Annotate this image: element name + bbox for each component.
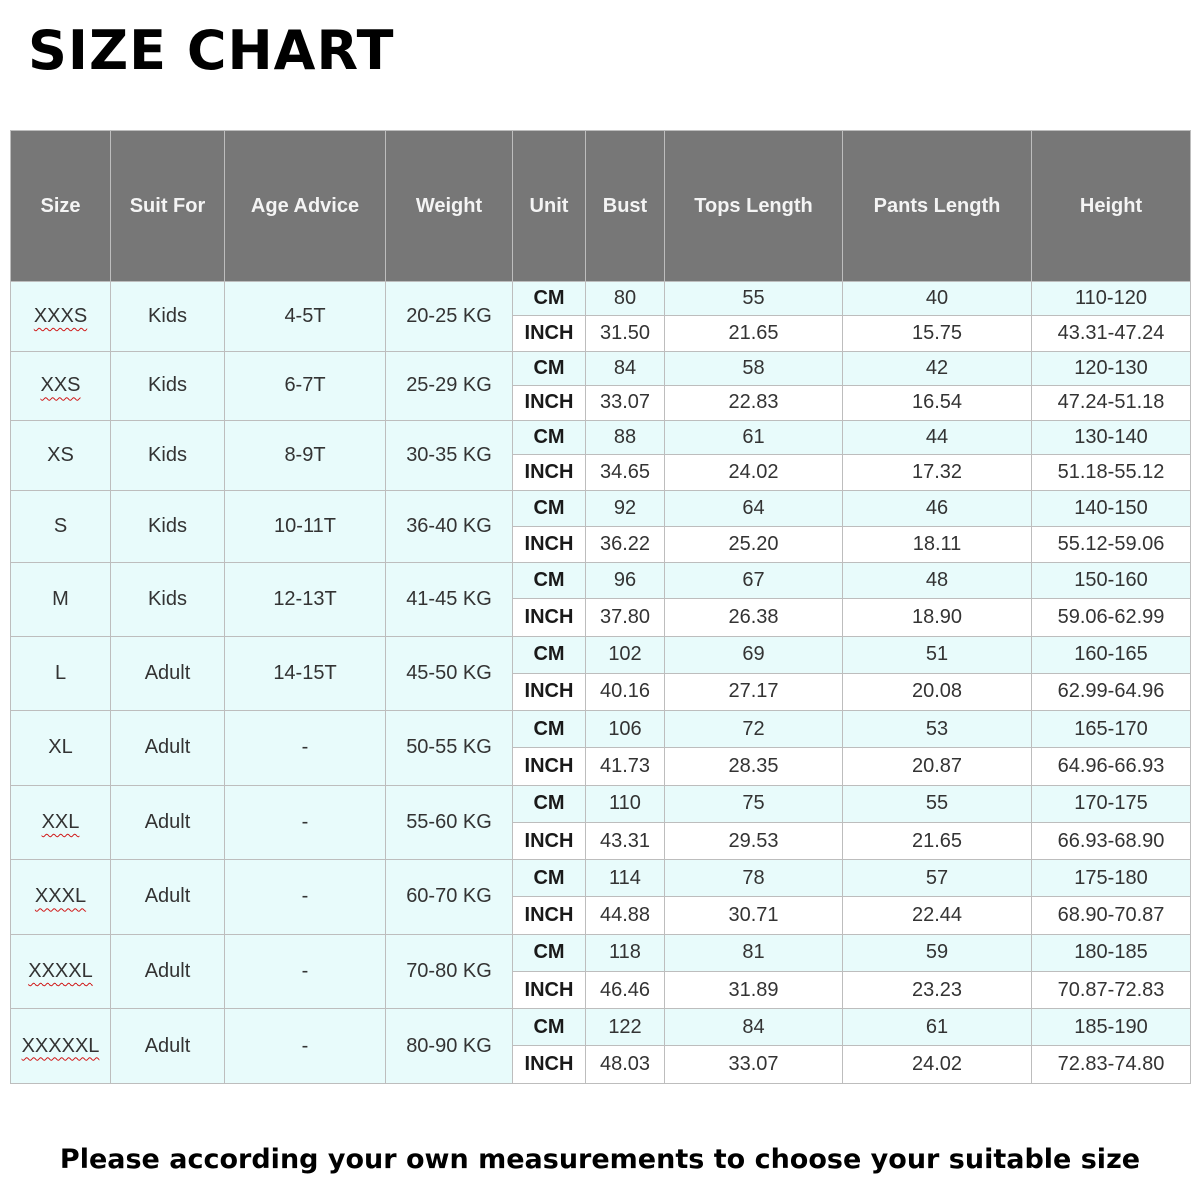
table-row	[11, 785, 1191, 822]
weight-cell-text: 45-50 KG	[406, 661, 492, 684]
tops-length-cell: 33.07	[665, 1046, 843, 1084]
height-cell: 170-175	[1032, 785, 1191, 822]
age-advice-cell-text: 10-11T	[274, 514, 336, 537]
age-advice-cell	[225, 785, 386, 860]
unit-cell: INCH	[513, 673, 586, 710]
bust-cell: 31.50	[586, 316, 665, 351]
unit-cell: INCH	[513, 385, 586, 420]
suit-for-cell	[111, 934, 225, 1009]
unit-cell: INCH	[513, 748, 586, 785]
unit-cell: INCH	[513, 897, 586, 934]
suit-for-cell-text: Kids	[148, 374, 187, 397]
suit-for-cell	[111, 1009, 225, 1084]
height-cell: 185-190	[1032, 1009, 1191, 1046]
weight-cell-text: 50-55 KG	[406, 736, 492, 759]
table-row	[11, 711, 1191, 748]
suit-for-cell	[111, 351, 225, 421]
height-cell: 120-130	[1032, 351, 1191, 385]
suit-for-cell-text: Adult	[144, 1034, 191, 1057]
suit-for-cell	[111, 636, 225, 711]
suit-for-cell-text: Kids	[148, 443, 187, 466]
unit-cell: CM	[513, 636, 586, 673]
unit-cell: CM	[513, 860, 586, 897]
size-cell	[11, 490, 111, 563]
age-advice-cell-text: 8-9T	[284, 443, 326, 466]
pants-length-cell: 20.08	[843, 673, 1032, 710]
tops-length-cell: 75	[665, 785, 843, 822]
suit-for-cell-text: Kids	[148, 514, 187, 537]
suit-for-cell-text: Adult	[144, 661, 191, 684]
bust-cell: 114	[586, 860, 665, 897]
pants-length-cell: 57	[843, 860, 1032, 897]
age-advice-cell-text: -	[301, 959, 309, 982]
age-advice-cell-text: 12-13T	[273, 587, 337, 610]
bust-cell: 36.22	[586, 526, 665, 562]
pants-length-cell: 17.32	[843, 455, 1032, 490]
size-cell	[11, 636, 111, 711]
unit-cell: INCH	[513, 1046, 586, 1084]
weight-cell	[386, 490, 513, 563]
tops-length-cell: 30.71	[665, 897, 843, 934]
weight-cell	[386, 282, 513, 352]
pants-length-cell: 18.11	[843, 526, 1032, 562]
table-row	[11, 490, 1191, 526]
unit-cell: CM	[513, 563, 586, 599]
weight-cell-text: 70-80 KG	[406, 959, 492, 982]
table-row	[11, 1009, 1191, 1046]
bust-cell: 118	[586, 934, 665, 971]
tops-length-cell: 69	[665, 636, 843, 673]
header-height: Height	[1032, 131, 1191, 282]
unit-cell: INCH	[513, 822, 586, 859]
suit-for-cell	[111, 421, 225, 491]
suit-for-cell	[111, 282, 225, 352]
pants-length-cell: 46	[843, 490, 1032, 526]
weight-cell	[386, 421, 513, 491]
size-cell-text: XXXL	[34, 885, 87, 908]
unit-cell: CM	[513, 490, 586, 526]
size-cell	[11, 785, 111, 860]
bust-cell: 106	[586, 711, 665, 748]
age-advice-cell	[225, 860, 386, 935]
tops-length-cell: 64	[665, 490, 843, 526]
tops-length-cell: 67	[665, 563, 843, 599]
size-cell-text: XXXS	[33, 304, 88, 327]
size-cell-text: XS	[47, 443, 74, 466]
bust-cell: 92	[586, 490, 665, 526]
bust-cell: 84	[586, 351, 665, 385]
unit-cell: CM	[513, 282, 586, 316]
suit-for-cell	[111, 490, 225, 563]
pants-length-cell: 20.87	[843, 748, 1032, 785]
footer-note: Please according your own measurements to choose your suitable size	[59, 1144, 1141, 1175]
weight-cell-text: 60-70 KG	[406, 885, 492, 908]
height-cell: 55.12-59.06	[1032, 526, 1191, 562]
height-cell: 70.87-72.83	[1032, 971, 1191, 1008]
pants-length-cell: 40	[843, 282, 1032, 316]
weight-cell	[386, 785, 513, 860]
age-advice-cell	[225, 490, 386, 563]
age-advice-cell-text: 14-15T	[273, 661, 337, 684]
suit-for-cell-text: Adult	[144, 885, 191, 908]
unit-cell: INCH	[513, 316, 586, 351]
height-cell: 140-150	[1032, 490, 1191, 526]
suit-for-cell-text: Adult	[144, 736, 191, 759]
age-advice-cell	[225, 282, 386, 352]
weight-cell	[386, 934, 513, 1009]
tops-length-cell: 31.89	[665, 971, 843, 1008]
pants-length-cell: 24.02	[843, 1046, 1032, 1084]
pants-length-cell: 44	[843, 421, 1032, 455]
page-title: SIZE CHART	[28, 19, 395, 82]
unit-cell: CM	[513, 1009, 586, 1046]
height-cell: 43.31-47.24	[1032, 316, 1191, 351]
size-cell	[11, 1009, 111, 1084]
age-advice-cell-text: -	[301, 810, 309, 833]
size-cell-text: XXL	[41, 810, 80, 833]
tops-length-cell: 58	[665, 351, 843, 385]
bust-cell: 96	[586, 563, 665, 599]
size-cell-text: XXS	[40, 374, 81, 397]
bust-cell: 80	[586, 282, 665, 316]
pants-length-cell: 18.90	[843, 599, 1032, 636]
table-body	[11, 282, 1191, 1084]
header-tops-length: Tops Length	[665, 131, 843, 282]
table-row	[11, 282, 1191, 316]
tops-length-cell: 61	[665, 421, 843, 455]
tops-length-cell: 72	[665, 711, 843, 748]
height-cell: 175-180	[1032, 860, 1191, 897]
pants-length-cell: 16.54	[843, 385, 1032, 420]
height-cell: 165-170	[1032, 711, 1191, 748]
tops-length-cell: 21.65	[665, 316, 843, 351]
unit-cell: CM	[513, 785, 586, 822]
bust-cell: 43.31	[586, 822, 665, 859]
size-cell-text: XXXXXL	[21, 1034, 100, 1057]
table-row	[11, 421, 1191, 455]
pants-length-cell: 55	[843, 785, 1032, 822]
size-cell	[11, 711, 111, 786]
pants-length-cell: 59	[843, 934, 1032, 971]
weight-cell-text: 55-60 KG	[406, 810, 492, 833]
bust-cell: 44.88	[586, 897, 665, 934]
suit-for-cell-text: Kids	[148, 587, 187, 610]
bust-cell: 46.46	[586, 971, 665, 1008]
header-age-advice: Age Advice	[225, 131, 386, 282]
suit-for-cell	[111, 563, 225, 637]
age-advice-cell	[225, 711, 386, 786]
pants-length-cell: 53	[843, 711, 1032, 748]
height-cell: 47.24-51.18	[1032, 385, 1191, 420]
size-cell	[11, 860, 111, 935]
height-cell: 72.83-74.80	[1032, 1046, 1191, 1084]
suit-for-cell-text: Kids	[148, 304, 187, 327]
age-advice-cell-text: 4-5T	[284, 304, 326, 327]
height-cell: 180-185	[1032, 934, 1191, 971]
pants-length-cell: 21.65	[843, 822, 1032, 859]
table-row	[11, 563, 1191, 599]
weight-cell-text: 25-29 KG	[406, 374, 492, 397]
table-row	[11, 351, 1191, 385]
bust-cell: 40.16	[586, 673, 665, 710]
suit-for-cell	[111, 860, 225, 935]
age-advice-cell	[225, 934, 386, 1009]
header-pants-length: Pants Length	[843, 131, 1032, 282]
table-row	[11, 636, 1191, 673]
header-size: Size	[11, 131, 111, 282]
tops-length-cell: 27.17	[665, 673, 843, 710]
unit-cell: INCH	[513, 455, 586, 490]
pants-length-cell: 42	[843, 351, 1032, 385]
unit-cell: INCH	[513, 971, 586, 1008]
header-suit-for: Suit For	[111, 131, 225, 282]
table-header-row	[11, 131, 1191, 282]
weight-cell	[386, 636, 513, 711]
height-cell: 130-140	[1032, 421, 1191, 455]
height-cell: 110-120	[1032, 282, 1191, 316]
table-row	[11, 934, 1191, 971]
size-cell	[11, 421, 111, 491]
pants-length-cell: 22.44	[843, 897, 1032, 934]
weight-cell-text: 36-40 KG	[406, 514, 492, 537]
height-cell: 160-165	[1032, 636, 1191, 673]
pants-length-cell: 48	[843, 563, 1032, 599]
unit-cell: CM	[513, 934, 586, 971]
weight-cell	[386, 860, 513, 935]
bust-cell: 41.73	[586, 748, 665, 785]
age-advice-cell	[225, 636, 386, 711]
tops-length-cell: 22.83	[665, 385, 843, 420]
table-row	[11, 860, 1191, 897]
tops-length-cell: 25.20	[665, 526, 843, 562]
age-advice-cell-text: -	[301, 736, 309, 759]
tops-length-cell: 26.38	[665, 599, 843, 636]
suit-for-cell-text: Adult	[144, 959, 191, 982]
weight-cell	[386, 1009, 513, 1084]
tops-length-cell: 24.02	[665, 455, 843, 490]
weight-cell-text: 41-45 KG	[406, 587, 492, 610]
header-weight: Weight	[386, 131, 513, 282]
bust-cell: 34.65	[586, 455, 665, 490]
age-advice-cell	[225, 563, 386, 637]
header-unit: Unit	[513, 131, 586, 282]
unit-cell: INCH	[513, 599, 586, 636]
weight-cell-text: 80-90 KG	[406, 1034, 492, 1057]
height-cell: 51.18-55.12	[1032, 455, 1191, 490]
age-advice-cell	[225, 421, 386, 491]
bust-cell: 48.03	[586, 1046, 665, 1084]
size-chart-table	[10, 130, 1191, 1084]
size-cell	[11, 934, 111, 1009]
unit-cell: CM	[513, 351, 586, 385]
size-cell-text: XL	[48, 736, 73, 759]
weight-cell	[386, 563, 513, 637]
unit-cell: CM	[513, 711, 586, 748]
size-cell-text: S	[53, 514, 68, 537]
unit-cell: INCH	[513, 526, 586, 562]
bust-cell: 88	[586, 421, 665, 455]
bust-cell: 102	[586, 636, 665, 673]
weight-cell	[386, 711, 513, 786]
suit-for-cell	[111, 785, 225, 860]
bust-cell: 33.07	[586, 385, 665, 420]
weight-cell	[386, 351, 513, 421]
height-cell: 150-160	[1032, 563, 1191, 599]
weight-cell-text: 30-35 KG	[406, 443, 492, 466]
age-advice-cell-text: 6-7T	[284, 374, 326, 397]
pants-length-cell: 61	[843, 1009, 1032, 1046]
bust-cell: 110	[586, 785, 665, 822]
height-cell: 68.90-70.87	[1032, 897, 1191, 934]
height-cell: 62.99-64.96	[1032, 673, 1191, 710]
height-cell: 66.93-68.90	[1032, 822, 1191, 859]
size-cell	[11, 282, 111, 352]
age-advice-cell-text: -	[301, 885, 309, 908]
tops-length-cell: 28.35	[665, 748, 843, 785]
size-cell	[11, 563, 111, 637]
age-advice-cell	[225, 351, 386, 421]
age-advice-cell	[225, 1009, 386, 1084]
pants-length-cell: 51	[843, 636, 1032, 673]
suit-for-cell-text: Adult	[144, 810, 191, 833]
weight-cell-text: 20-25 KG	[406, 304, 492, 327]
tops-length-cell: 84	[665, 1009, 843, 1046]
tops-length-cell: 81	[665, 934, 843, 971]
tops-length-cell: 29.53	[665, 822, 843, 859]
suit-for-cell	[111, 711, 225, 786]
unit-cell: CM	[513, 421, 586, 455]
pants-length-cell: 23.23	[843, 971, 1032, 1008]
size-cell	[11, 351, 111, 421]
size-cell-text: XXXXL	[28, 959, 93, 982]
age-advice-cell-text: -	[301, 1034, 309, 1057]
height-cell: 59.06-62.99	[1032, 599, 1191, 636]
tops-length-cell: 55	[665, 282, 843, 316]
bust-cell: 37.80	[586, 599, 665, 636]
tops-length-cell: 78	[665, 860, 843, 897]
pants-length-cell: 15.75	[843, 316, 1032, 351]
bust-cell: 122	[586, 1009, 665, 1046]
height-cell: 64.96-66.93	[1032, 748, 1191, 785]
size-cell-text: L	[54, 661, 67, 684]
size-cell-text: M	[52, 587, 69, 610]
header-bust: Bust	[586, 131, 665, 282]
